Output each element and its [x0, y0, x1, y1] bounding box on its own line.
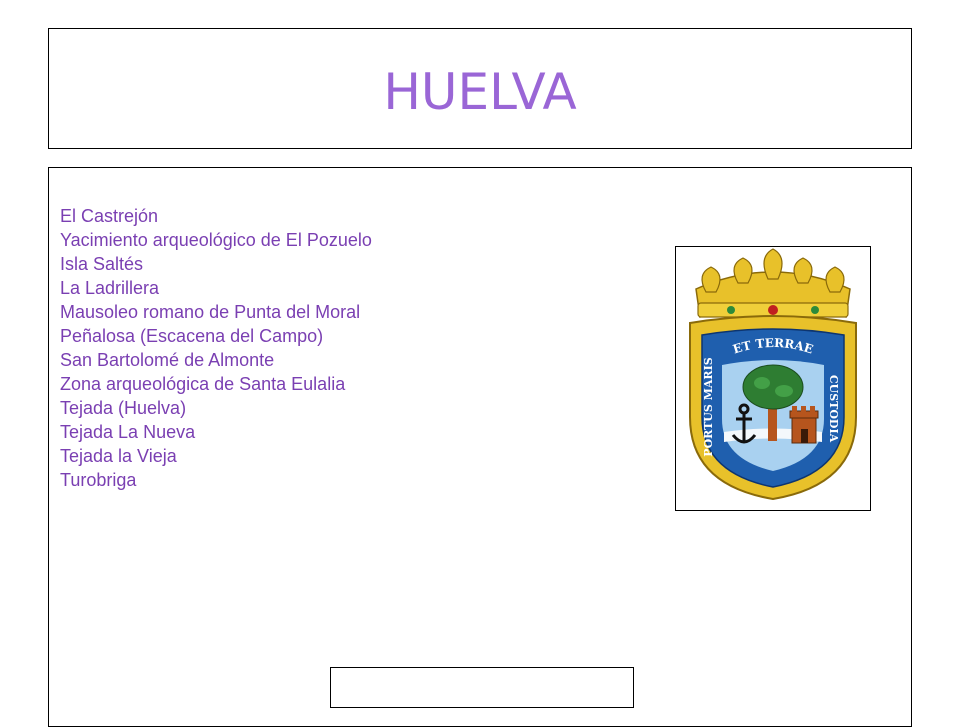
coat-of-arms-icon: [676, 247, 870, 510]
site-list-item: Yacimiento arqueológico de El Pozuelo: [60, 230, 372, 250]
tower-icon: [790, 406, 818, 443]
site-list-item: Tejada La Nueva: [60, 422, 196, 442]
svg-text:PORTUS MARIS: [702, 357, 715, 456]
slide-title: HUELVA: [383, 63, 577, 121]
site-list-item: Tejada (Huelva): [60, 398, 187, 418]
site-list-item: Turobriga: [60, 470, 137, 490]
site-list-item: Isla Saltés: [60, 254, 144, 274]
empty-text-box: [330, 667, 634, 708]
site-list-item: San Bartolomé de Almonte: [60, 350, 275, 370]
svg-text:CUSTODIA: [827, 375, 840, 443]
site-list-item: El Castrejón: [60, 206, 159, 226]
site-list-item: Tejada la Vieja: [60, 446, 177, 466]
title-box: [48, 28, 912, 149]
crest-banner-text: ET TERRAE: [731, 335, 815, 357]
crest-right-text: CUSTODIA: [827, 374, 840, 443]
site-list-item: Zona arqueológica de Santa Eulalia: [60, 374, 346, 394]
crown-icon: [696, 249, 850, 317]
coat-of-arms-image: [675, 246, 871, 511]
site-list-item: Peñalosa (Escacena del Campo): [60, 326, 324, 346]
site-list: [60, 204, 372, 492]
site-list-item: Mausoleo romano de Punta del Moral: [60, 302, 361, 322]
content-box: [48, 167, 912, 727]
site-list-item: La Ladrillera: [60, 278, 160, 298]
crest-left-text: PORTUS MARIS: [702, 357, 715, 457]
